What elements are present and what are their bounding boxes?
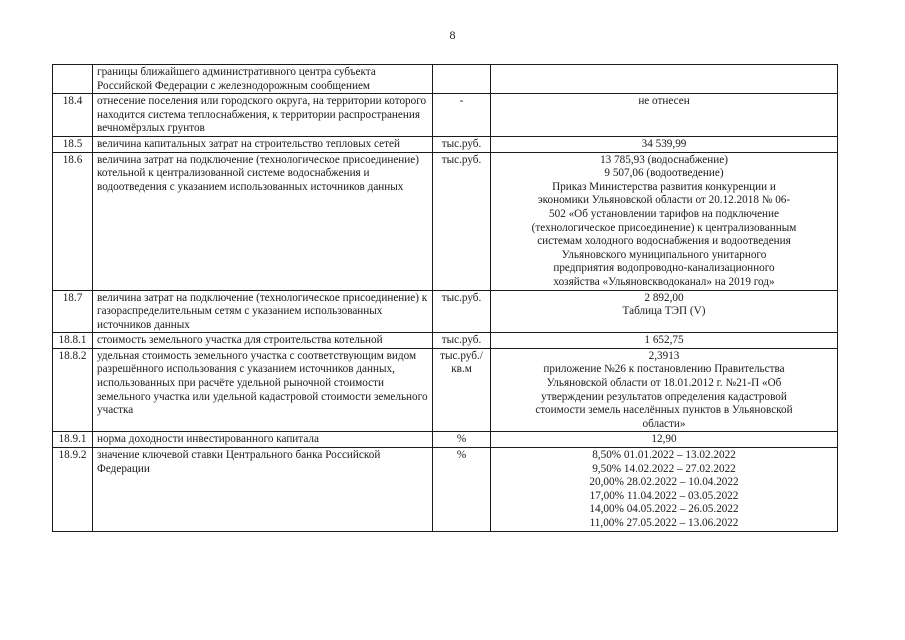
value-cell (491, 65, 838, 94)
parameters-table (52, 64, 838, 532)
table-row (53, 448, 838, 532)
parameters-table-body (53, 65, 838, 532)
table-row (53, 432, 838, 448)
parameter-description-cell: величина затрат на подключение (технологическое присоединение) к газораспределительным сетям с указанием использованных источников данных (93, 290, 433, 333)
unit-cell: тыс.руб. (433, 333, 491, 349)
value-line: 1 652,75 (644, 334, 684, 347)
row-number-cell: 18.9.2 (53, 448, 93, 532)
unit-line: тыс.руб./ (440, 349, 483, 362)
row-number-cell: 18.7 (53, 290, 93, 333)
value-cell (491, 448, 838, 532)
unit-cell (433, 348, 491, 432)
value-line: 13 785,93 (водоснабжение) (600, 153, 728, 166)
row-number-cell (53, 65, 93, 94)
page-number: 8 (449, 28, 456, 42)
value-line: 34 539,99 (641, 137, 687, 150)
value-line: 2 892,00 (644, 291, 684, 304)
row-number-cell: 18.8.1 (53, 333, 93, 349)
table-row (53, 152, 838, 290)
row-number-cell: 18.9.1 (53, 432, 93, 448)
value-line: 8,50% 01.01.2022 – 13.02.2022 (592, 449, 736, 462)
parameter-description-cell: отнесение поселения или городского округа, на территории которого находится система теплоснабжения, к территории распространения вечномёрзлых грунтов (93, 94, 433, 137)
parameter-description-cell: величина затрат на подключение (технологическое присоединение) котельной к централизованной системе водоснабжения и водоотведения с указанием использованных источников данных (93, 152, 433, 290)
row-number-cell: 18.5 (53, 136, 93, 152)
table-row (53, 333, 838, 349)
value-line: Приказ Министерства развития конкуренции и (552, 180, 776, 193)
value-line: Таблица ТЭП (V) (622, 305, 706, 318)
value-line: предприятия водопроводно-канализационного (553, 262, 775, 275)
table-row (53, 65, 838, 94)
value-line: хозяйства «Ульяновскводоканал» на 2019 год» (553, 275, 775, 288)
value-line: области» (642, 417, 686, 430)
table-row (53, 136, 838, 152)
value-line: 2,3913 (648, 349, 680, 362)
value-cell (491, 94, 838, 137)
value-line: 14,00% 04.05.2022 – 26.05.2022 (589, 503, 739, 516)
value-line: системам холодного водоснабжения и водоотведения (537, 235, 791, 248)
value-line: 20,00% 28.02.2022 – 10.04.2022 (589, 476, 739, 489)
unit-cell (433, 65, 491, 94)
value-cell (491, 136, 838, 152)
value-line: утверждении результатов определения кадастровой (541, 390, 787, 403)
value-line: не отнесен (638, 95, 690, 108)
unit-cell: - (433, 94, 491, 137)
unit-cell: тыс.руб. (433, 290, 491, 333)
unit-line: кв.м (451, 363, 472, 376)
parameter-description-cell: удельная стоимость земельного участка с соответствующим видом разрешённого использования с указанием источников данных, использованных при расчёте удельной рыночной стоимости земельного участка или удельной кадастровой стоимости земельного участка (93, 348, 433, 432)
value-line: экономики Ульяновской области от 20.12.2018 № 06- (537, 194, 791, 207)
unit-cell: тыс.руб. (433, 152, 491, 290)
unit-cell: % (433, 448, 491, 532)
value-line: Ульяновского муниципального унитарного (561, 248, 767, 261)
table-row (53, 94, 838, 137)
value-line: Ульяновской области от 18.01.2012 г. №21-П «Об (546, 377, 782, 390)
value-line: 17,00% 11.04.2022 – 03.05.2022 (589, 489, 739, 502)
value-cell (491, 152, 838, 290)
parameter-description-cell: величина капитальных затрат на строительство тепловых сетей (93, 136, 433, 152)
row-number-cell: 18.4 (53, 94, 93, 137)
value-cell (491, 290, 838, 333)
value-line: стоимости земель населённых пунктов в Ульяновской (535, 404, 793, 417)
parameter-description-cell: значение ключевой ставки Центрального банка Российской Федерации (93, 448, 433, 532)
value-cell (491, 432, 838, 448)
row-number-cell: 18.6 (53, 152, 93, 290)
value-line: (технологическое присоединение) к централизованным (531, 221, 797, 234)
value-line: 11,00% 27.05.2022 – 13.06.2022 (589, 517, 739, 529)
value-line: 9,50% 14.02.2022 – 27.02.2022 (592, 462, 736, 475)
value-line: 12,90 (651, 433, 677, 446)
value-line: приложение №26 к постановлению Правительства (543, 363, 785, 376)
parameter-description-cell: норма доходности инвестированного капитала (93, 432, 433, 448)
parameter-description-cell: стоимость земельного участка для строительства котельной (93, 333, 433, 349)
unit-cell: % (433, 432, 491, 448)
unit-cell: тыс.руб. (433, 136, 491, 152)
value-line: 502 «Об установлении тарифов на подключение (549, 207, 779, 220)
value-cell (491, 333, 838, 349)
row-number-cell: 18.8.2 (53, 348, 93, 432)
value-cell (491, 348, 838, 432)
table-row (53, 348, 838, 432)
value-line: 9 507,06 (водоотведение) (604, 167, 724, 180)
table-row (53, 290, 838, 333)
parameter-description-cell: границы ближайшего административного центра субъекта Российской Федерации с железнодорожным сообщением (93, 65, 433, 94)
